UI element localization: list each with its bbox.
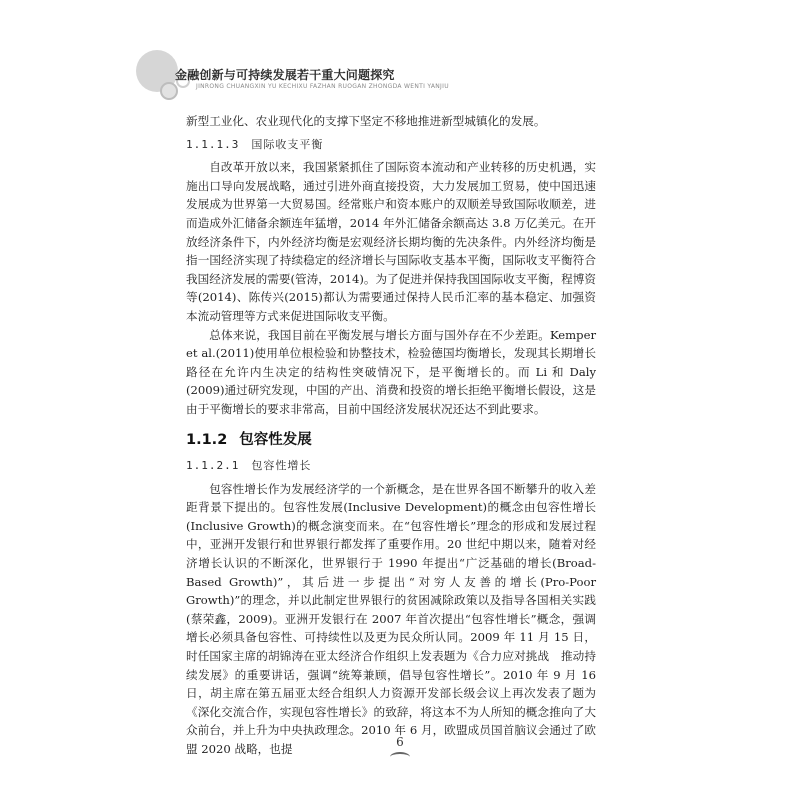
page-number: 6 (396, 735, 404, 749)
page-body (186, 112, 596, 759)
paragraph-balance-of-payments: 自改革开放以来，我国紧紧抓住了国际资本流动和产业转移的历史机遇，实施出口导向发展战略，通过引进外商直接投资，大力发展加工贸易，使中国迅速发展成为世界第一大贸易国。经常账户和资本账户的双顺差导致国际收顺差，进而造成外汇储备余额连年猛增，2014 年外汇储备余额高达 3.8 万亿美元。在开放经济条件下，内外经济均衡是宏观经济长期均衡的先决条件。内外经济均衡是指一国经济实现了持续稳定的经济增长与国际收支基本平衡，国际收支平衡符合我国经济发展的需要(管涛，2014)。为了促进并保持我国国际收支平衡，程博资等(2014)、陈传兴(2015)都认为需要通过保持人民币汇率的基本稳定、加强资本流动管理等方式来促进国际收支平衡。 (186, 160, 596, 323)
header-decoration-dot (160, 82, 178, 100)
running-header (0, 0, 800, 110)
paragraph-continued: 新型工业化、农业现代化的支撑下坚定不移地推进新型城镇化的发展。 (186, 114, 546, 128)
book-title-pinyin: JINRONG CHUANGXIN YU KECHIXU FAZHAN RUOGAN ZHONGDA WENTI YANJIU (196, 83, 449, 90)
footer-arc-decoration (390, 752, 410, 762)
page-footer (0, 735, 800, 762)
section-number: 1.1.2 (186, 431, 228, 448)
subsection-heading-1121: 1.1.2.1 包容性增长 (186, 459, 312, 473)
paragraph-inclusive-growth: 包容性增长作为发展经济学的一个新概念，是在世界各国不断攀升的收入差距背景下提出的。包容性发展(Inclusive Development)的概念由包容性增长(Inclusive Growth)的概念演变而来。在“包容性增长”理念的形成和发展过程中，亚洲开发银行和世界银行都发挥了重要作用。20 世纪中期以来，随着对经济增长认识的不断深化，世界银行于 1990 年提出“广泛基础的增长(Broad-Based Growth)”，其后进一步提出“对穷人友善的增长(Pro-Poor Growth)”的理念，并以此制定世界银行的贫困减除政策以及指导各国相关实践(蔡荣鑫，2009)。亚洲开发银行在 2007 年首次提出“包容性增长”概念，强调增长必须具备包容性、可持续性以及更为民众所认同。2009 年 11 月 15 日，时任国家主席的胡锦涛在亚太经济合作组织上发表题为《合力应对挑战 推动持续发展》的重要讲话，强调“统筹兼顾，倡导包容性增长”。2010 年 9 月 16 日，胡主席在第五届亚太经合组织人力资源开发部长级会议上再次发表了题为《深化交流合作，实现包容性增长》的致辞，将这本不为人所知的概念推向了大众前台，并上升为中央执政理念。2010 年 6 月，欧盟成员国首脑议会通过了欧盟 2020 战略，也提 (186, 481, 596, 756)
subsection-heading-1113: 1.1.1.3 国际收支平衡 (186, 137, 324, 151)
section-heading-112 (186, 431, 596, 450)
paragraph-summary: 总体来说，我国目前在平衡发展与增长方面与国外存在不少差距。Kemper et al.(2011)使用单位根检验和协整技术，检验德国均衡增长，发现其长期增长路径在允许内生决定的结构性突破情况下，是平衡增长的。而 Li 和 Daly (2009)通过研究发现，中国的产出、消费和投资的增长拒绝平衡增长假设，这是由于平衡增长的要求非常高，目前中国经济发展状况还达不到此要求。 (186, 327, 596, 416)
book-title: 金融创新与可持续发展若干重大问题探究 (175, 68, 395, 82)
section-title: 包容性发展 (239, 431, 312, 448)
